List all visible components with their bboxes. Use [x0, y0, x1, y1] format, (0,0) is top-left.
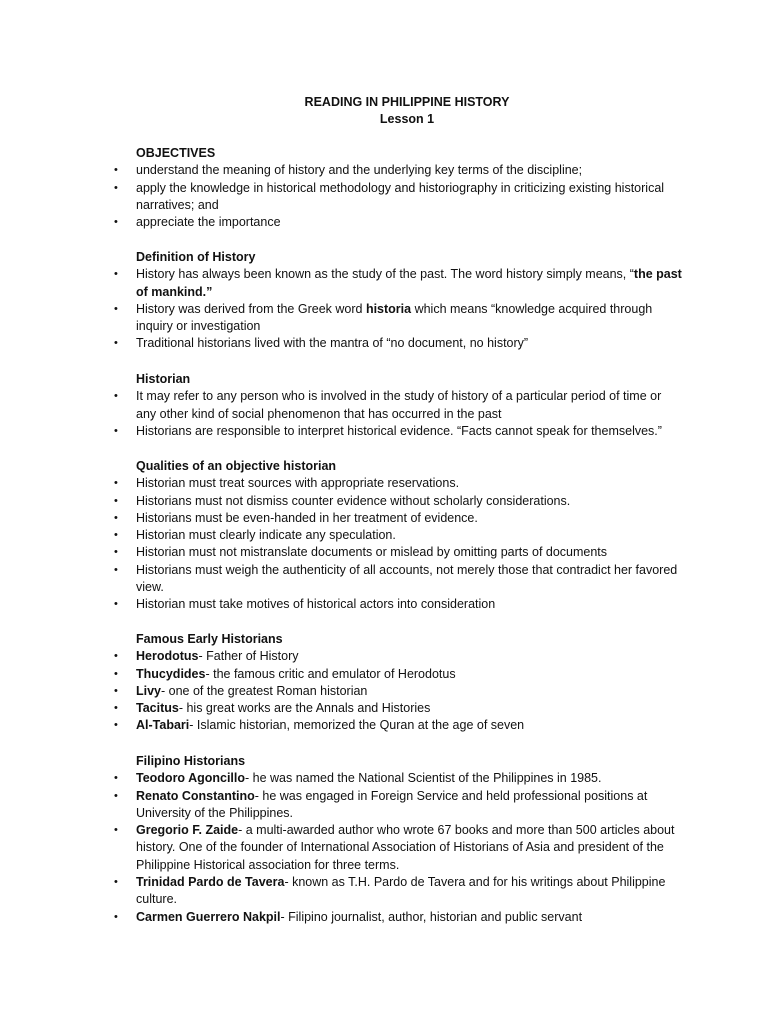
bullet-icon: • — [114, 824, 118, 837]
section-definition-of-history — [0, 249, 768, 353]
bullet-icon: • — [114, 302, 118, 315]
bullet-icon: • — [114, 650, 118, 663]
bullet-icon: • — [114, 667, 118, 680]
section-famous-early-historians — [0, 631, 768, 735]
list-item: • Al-Tabari- Islamic historian, memorized the Quran at the age of seven — [136, 717, 682, 734]
section-filipino-historians — [0, 753, 768, 926]
list-item: • History has always been known as the study of the past. The word history simply means, “the past of mankind.” — [114, 267, 682, 299]
list-item: • Thucydides- the famous critic and emulator of Herodotus — [136, 666, 682, 683]
bullet-icon: • — [114, 268, 118, 281]
bullet-icon: • — [114, 511, 118, 524]
bullet-icon: • — [114, 337, 118, 350]
section-heading: Famous Early Historians — [136, 632, 283, 646]
list-item: • Historians are responsible to interpret historical evidence. “Facts cannot speak for themselves.” — [136, 423, 682, 440]
list-item: • Livy- one of the greatest Roman historian — [136, 683, 682, 700]
list-item: • Historians must be even-handed in her treatment of evidence. — [136, 510, 682, 527]
lesson-label: Lesson 1 — [379, 112, 435, 127]
list-item: • Renato Constantino- he was engaged in Foreign Service and held professional positions at University of the Philippines. — [114, 788, 648, 820]
bullet-icon: • — [114, 546, 118, 559]
section-qualities-of-historian — [0, 458, 768, 614]
list-item: • appreciate the importance — [136, 214, 682, 231]
bullet-icon: • — [114, 684, 118, 697]
bullet-icon: • — [114, 772, 118, 785]
bullet-icon: • — [114, 529, 118, 542]
bullet-icon: • — [114, 390, 118, 403]
bullet-icon: • — [114, 910, 118, 923]
bullet-icon: • — [114, 702, 118, 715]
bullet-icon: • — [114, 876, 118, 889]
section-heading: Definition of History — [136, 250, 256, 264]
bullet-icon: • — [114, 164, 118, 177]
section-objectives — [0, 145, 768, 231]
section-heading: Historian — [136, 372, 191, 386]
list-item: • Carmen Guerrero Nakpil- Filipino journalist, author, historian and public servant — [136, 909, 682, 926]
list-item: • Trinidad Pardo de Tavera- known as T.H. Pardo de Tavera and for his writings about Philippine culture. — [114, 875, 666, 907]
bullet-icon: • — [114, 598, 118, 611]
document-header — [0, 94, 768, 129]
list-item: • Historians must weigh the authenticity of all accounts, not merely those that contradict her favored view. — [114, 562, 678, 595]
list-item: • Herodotus- Father of History — [136, 648, 682, 665]
list-item: • Historian must not mistranslate documents or mislead by omitting parts of documents — [136, 544, 682, 561]
bullet-icon: • — [114, 477, 118, 490]
document-title: READING IN PHILIPPINE HISTORY — [304, 95, 510, 109]
bullet-icon: • — [114, 719, 118, 732]
list-item: • apply the knowledge in historical methodology and historiography in criticizing existing historical narratives; and — [114, 180, 665, 212]
list-item: • Teodoro Agoncillo- he was named the National Scientist of the Philippines in 1985. — [136, 770, 682, 787]
section-heading: Qualities of an objective historian — [136, 459, 337, 473]
list-item: • Historian must take motives of historical actors into consideration — [136, 596, 682, 613]
list-item: • It may refer to any person who is involved in the study of history of a particular period of time or any other kind of social phenomenon that has occurred in the past — [114, 389, 662, 421]
bullet-icon: • — [114, 563, 118, 576]
list-item: • Historian must clearly indicate any speculation. — [136, 527, 682, 544]
section-historian — [0, 371, 768, 440]
bullet-icon: • — [114, 424, 118, 437]
list-item: • Gregorio F. Zaide- a multi-awarded author who wrote 67 books and more than 500 articles about history. One of the founder of International Association of Historians of Asia and president of the Philippine Historical association for three terms. — [114, 823, 675, 872]
section-heading: Filipino Historians — [136, 754, 246, 768]
list-item: • Tacitus- his great works are the Annals and Histories — [136, 700, 682, 717]
bullet-icon: • — [114, 494, 118, 507]
list-item: • Historian must treat sources with appropriate reservations. — [136, 475, 682, 492]
bullet-icon: • — [114, 789, 118, 802]
list-item: • Historians must not dismiss counter evidence without scholarly considerations. — [136, 493, 682, 510]
bullet-icon: • — [114, 181, 118, 194]
list-item: • understand the meaning of history and the underlying key terms of the discipline; — [136, 162, 682, 179]
list-item: • Traditional historians lived with the mantra of “no document, no history” — [136, 335, 682, 352]
section-heading: OBJECTIVES — [136, 146, 216, 160]
bullet-icon: • — [114, 216, 118, 229]
list-item: • History was derived from the Greek word historia which means “knowledge acquired through inquiry or investigation — [114, 301, 653, 334]
